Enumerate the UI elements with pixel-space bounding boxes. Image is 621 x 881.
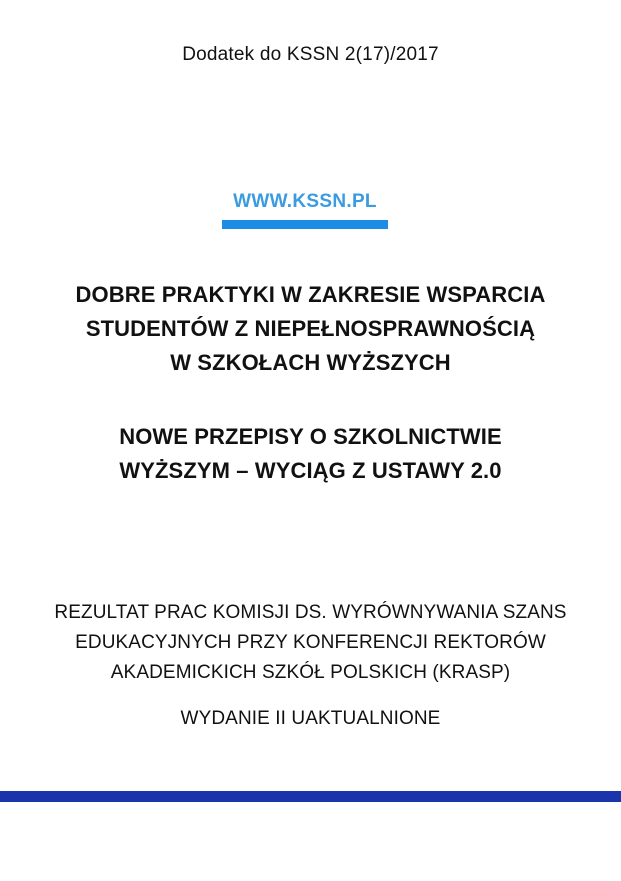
result-line-2: EDUKACYJNYCH PRZY KONFERENCJI REKTORÓW — [75, 632, 546, 653]
result-line-3: AKADEMICKICH SZKÓŁ POLSKICH (KRASP) — [110, 662, 511, 683]
website-link[interactable]: WWW.KSSN.PL — [233, 191, 377, 212]
edition-label: WYDANIE II UAKTUALNIONE — [180, 708, 441, 729]
supplement-note: Dodatek do KSSN 2(17)/2017 — [182, 44, 439, 65]
title-line-3: W SZKOŁACH WYŻSZYCH — [170, 350, 451, 375]
website-block — [222, 190, 388, 230]
subtitle-line-1: NOWE PRZEPISY O SZKOLNICTWIE — [119, 424, 502, 449]
result-line-1: REZULTAT PRAC KOMISJI DS. WYRÓWNYWANIA SZANS — [54, 602, 567, 623]
bottom-divider-bar — [0, 791, 621, 802]
website-underline — [222, 220, 388, 229]
title-line-2: STUDENTÓW Z NIEPEŁNOSPRAWNOŚCIĄ — [85, 316, 536, 341]
title-line-1: DOBRE PRAKTYKI W ZAKRESIE WSPARCIA — [75, 282, 546, 307]
subtitle-line-2: WYŻSZYM – WYCIĄG Z USTAWY 2.0 — [119, 458, 502, 483]
